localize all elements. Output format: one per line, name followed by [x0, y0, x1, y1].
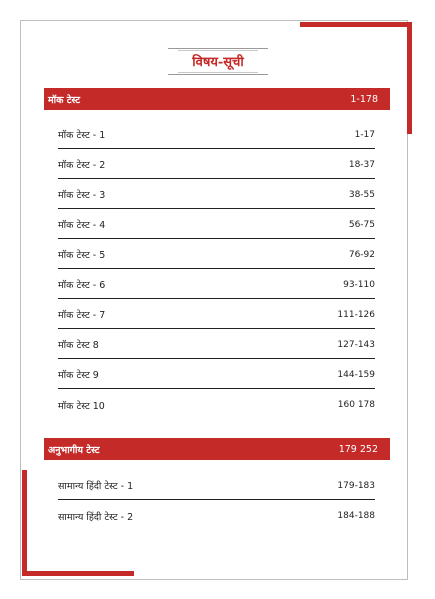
section-page-range: 179 252 [338, 443, 378, 455]
toc-entry-pages: 38-55 [348, 189, 375, 200]
toc-entry-label: मॉक टेस्ट - 1 [58, 130, 106, 141]
toc-entry-pages: 18-37 [348, 159, 375, 170]
toc-row[interactable] [58, 500, 375, 530]
toc-row[interactable] [58, 119, 375, 149]
toc-entry-label: सामान्य हिंदी टेस्ट - 2 [58, 511, 134, 523]
toc-entry-pages: 93-110 [343, 279, 375, 290]
toc-row[interactable] [58, 359, 375, 389]
toc-entry-pages: 56-75 [348, 219, 375, 230]
title-rule-bottom [168, 74, 268, 75]
section-page-range: 1-178 [350, 93, 378, 105]
toc-entry-pages: 111-126 [337, 309, 375, 320]
toc-row[interactable] [58, 149, 375, 179]
toc-entry-pages: 179-183 [337, 480, 375, 491]
toc-row[interactable] [58, 179, 375, 209]
page-frame-bottom [20, 579, 408, 580]
toc-entry-pages: 184-188 [337, 511, 375, 521]
toc-row[interactable] [58, 329, 375, 359]
title-rule-top-inner [178, 50, 258, 51]
toc-entry-label: मॉक टेस्ट 8 [58, 340, 99, 351]
toc-entry-label: मॉक टेस्ट - 6 [58, 280, 106, 291]
toc-entry-label: सामान्य हिंदी टेस्ट - 1 [58, 481, 134, 492]
toc-entry-pages: 160 178 [337, 400, 375, 410]
toc-entry-pages: 1-17 [354, 129, 375, 140]
toc-row[interactable] [58, 299, 375, 329]
toc-row[interactable] [58, 209, 375, 239]
page-title-block [168, 44, 268, 80]
toc-entry-pages: 76-92 [348, 249, 375, 260]
corner-accent-bottom-left [22, 571, 134, 576]
title-rule-top [168, 48, 268, 49]
sectional-test-list [58, 470, 375, 530]
corner-accent-bottom-left-vertical [22, 470, 27, 576]
toc-entry-pages: 127-143 [337, 339, 375, 350]
corner-accent-top-right-vertical [407, 22, 412, 134]
toc-entry-label: मॉक टेस्ट - 4 [58, 220, 106, 231]
toc-entry-label: मॉक टेस्ट - 7 [58, 310, 106, 321]
section-header-mock-tests[interactable] [44, 88, 390, 110]
toc-entry-label: मॉक टेस्ट - 3 [58, 190, 106, 201]
toc-entry-label: मॉक टेस्ट 9 [58, 370, 99, 381]
toc-row[interactable] [58, 239, 375, 269]
toc-row[interactable] [58, 470, 375, 500]
mock-test-list [58, 119, 375, 419]
section-header-sectional-tests[interactable] [44, 438, 390, 460]
section-heading: मॉक टेस्ट [48, 94, 81, 106]
section-heading: अनुभागीय टेस्ट [48, 444, 100, 456]
corner-accent-top-right [300, 22, 412, 27]
toc-entry-label: मॉक टेस्ट - 2 [58, 160, 106, 171]
page-frame-left [20, 20, 21, 580]
title-rule-bottom-inner [178, 72, 258, 73]
page-title: विषय-सूची [192, 55, 244, 70]
toc-row[interactable] [58, 389, 375, 419]
toc-entry-label: मॉक टेस्ट - 5 [58, 250, 106, 261]
toc-row[interactable] [58, 269, 375, 299]
toc-entry-pages: 144-159 [337, 369, 375, 380]
toc-entry-label: मॉक टेस्ट 10 [58, 400, 105, 412]
page-frame-top [20, 20, 408, 21]
